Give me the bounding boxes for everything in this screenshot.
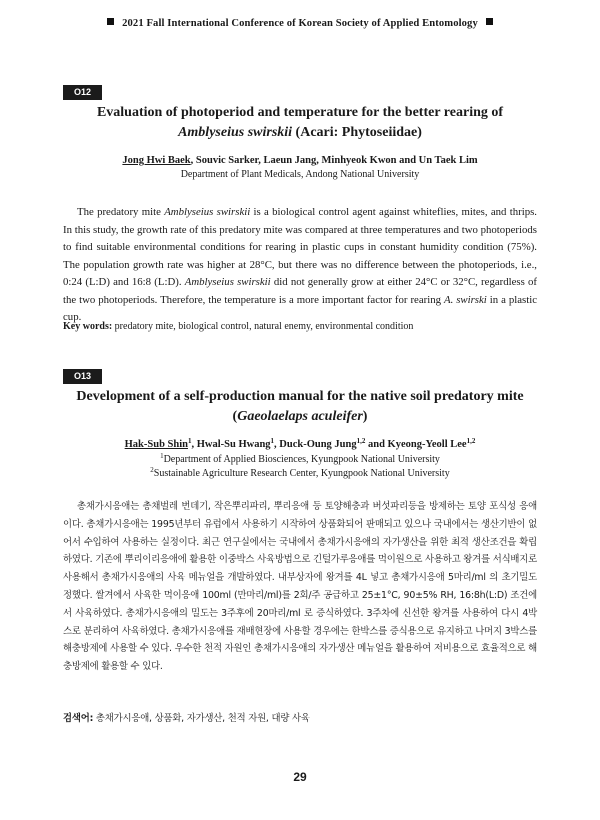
abstract-body xyxy=(63,498,537,676)
square-bullet-icon xyxy=(107,18,114,25)
presenting-author: Hak-Sub Shin xyxy=(124,439,188,450)
title-line: Development of a self-production manual for the native soil predatory mite xyxy=(76,389,524,404)
keywords-label: 검색어: xyxy=(63,713,94,724)
author-sup: 1,2 xyxy=(356,437,366,445)
title-line xyxy=(60,123,540,143)
title-species: Amblyseius swirskii xyxy=(178,125,293,140)
abstract-code-badge: O13 xyxy=(63,369,102,384)
title-line: Evaluation of photoperiod and temperature for the better rearing of xyxy=(96,105,504,120)
affiliation: Department of Plant Medicals, Andong National University xyxy=(180,169,420,180)
affiliation-sup: 2 xyxy=(150,466,154,474)
keywords xyxy=(63,710,543,728)
keywords-text: predatory mite, biological control, natural enemy, environmental condition xyxy=(114,321,414,332)
body-text: The predatory mite xyxy=(77,206,165,218)
affiliation-sup: 1 xyxy=(160,452,164,460)
conference-header xyxy=(0,18,600,29)
body-text: in a plastic cup. xyxy=(63,293,538,323)
author-sup: 1 xyxy=(187,437,192,445)
title-species: Gaeolaelaps aculeifer xyxy=(237,409,363,424)
species-name: A. swirski xyxy=(443,293,487,306)
body-text: 총채가시응애는 총채벌레 번데기, 작은뿌리파리, 뿌리응애 등 토양해충과 버섯파리등을 방제하는 토양 포식성 응애이다. 총채가시응애는 1995년부터 유럽에서 사용하기 시작하여 상품화되어 판매되고 있으나 국내에서는 생산기반이 없어서 수입하여 사용하는 실정이다. 최근 연구실에서는 국내에서 총채가시응애의 자가생산을 위한 최적 생산조건을 확립하였다. 기존에 뿌리이리응애에 활용한 이중박스 사육방법으로 긴털가루응애를 먹이원으로 사용하고 왕겨를 서식배지로 사용해서 총채가시응애의 사육 메뉴얼을 개발하였다. 내부상자에 왕겨를 4L 넣고 총채가시응애 5마리/ml 의 초기밀도 정했다. 쌀겨에서 사육한 먹이응애 100ml (만마리/ml)를 2회/주 공급하고 25±1°C, 90±5% RH, 16:8h(L:D) 조건에서 사육하였다. 총채가시응애의 밀도는 3주후에 20마리/ml 로 증식하였다. 3주차에 신선한 왕겨를 사용하여 다시 4박스로 분리하여 사육하였다. 총채가시응애를 재배현장에 사용할 경우에는 한박스를 증식용으로 유지하고 나머지 3박스를 해충방제에 사용할 수 있다. 우수한 천적 자원인 총채가시응애의 자가생산 메뉴얼을 활용하여 저비용으로 효율적으로 해충방제에 활용할 수 있다. xyxy=(63,501,537,673)
square-bullet-icon xyxy=(486,18,493,25)
author-sup: 1 xyxy=(270,437,275,445)
page-number: 29 xyxy=(293,770,307,784)
title-rest: (Acari: Phytoseiidae) xyxy=(295,125,422,140)
affiliation xyxy=(60,467,540,481)
species-name: Amblyseius swirskii xyxy=(184,276,271,288)
affiliation-text: Sustainable Agriculture Research Center, Kyungpook National University xyxy=(153,468,450,479)
species-name: Amblyseius swirskii xyxy=(164,206,251,218)
keywords-label: Key words: xyxy=(63,321,113,332)
author-list xyxy=(60,438,540,452)
abstract-body xyxy=(63,204,537,327)
author: , Duck-Oung Jung xyxy=(274,439,357,450)
abstract-code-badge: O12 xyxy=(63,85,102,100)
affiliation xyxy=(60,453,540,467)
author-sup: 1,2 xyxy=(466,437,476,445)
body-text: did not generally grow at either 24°C or 32°C, regardless of the two photoperiods. Therefore, the temperature is a more important factor for rearing xyxy=(63,276,537,306)
header-text: 2021 Fall International Conference of Korean Society of Applied Entomology xyxy=(122,18,478,29)
abstract-title xyxy=(60,103,540,143)
body-text: is a biological control agent against whiteflies, mites, and thrips. In this study, the growth rate of this predatory mite was compared at three temperatures and two photoperiods to find suitable environmental conditions for rearing in plastic cups in constant humidity condition (75%). The population growth rate was higher at 28°C, but there was no difference between the photoperiods, i.e., 0:24 (L:D) and 16:8 (L:D). xyxy=(63,206,537,288)
abstract-title xyxy=(60,387,540,427)
author: and Kyeong-Yeoll Lee xyxy=(365,439,467,450)
presenting-author: Jong Hwi Baek xyxy=(122,155,191,166)
author: , Hwal-Su Hwang xyxy=(191,439,271,450)
title-line: (Gaeolaelaps aculeifer) xyxy=(232,409,368,424)
keywords-text: 총채가시응애, 상품화, 자가생산, 천적 자원, 대량 사육 xyxy=(95,713,310,724)
other-authors: , Souvic Sarker, Laeun Jang, Minhyeok Kwon and Un Taek Lim xyxy=(190,155,478,166)
affiliation-text: Department of Applied Biosciences, Kyungpook National University xyxy=(163,454,440,465)
author-list xyxy=(60,154,540,168)
keywords xyxy=(63,320,543,334)
